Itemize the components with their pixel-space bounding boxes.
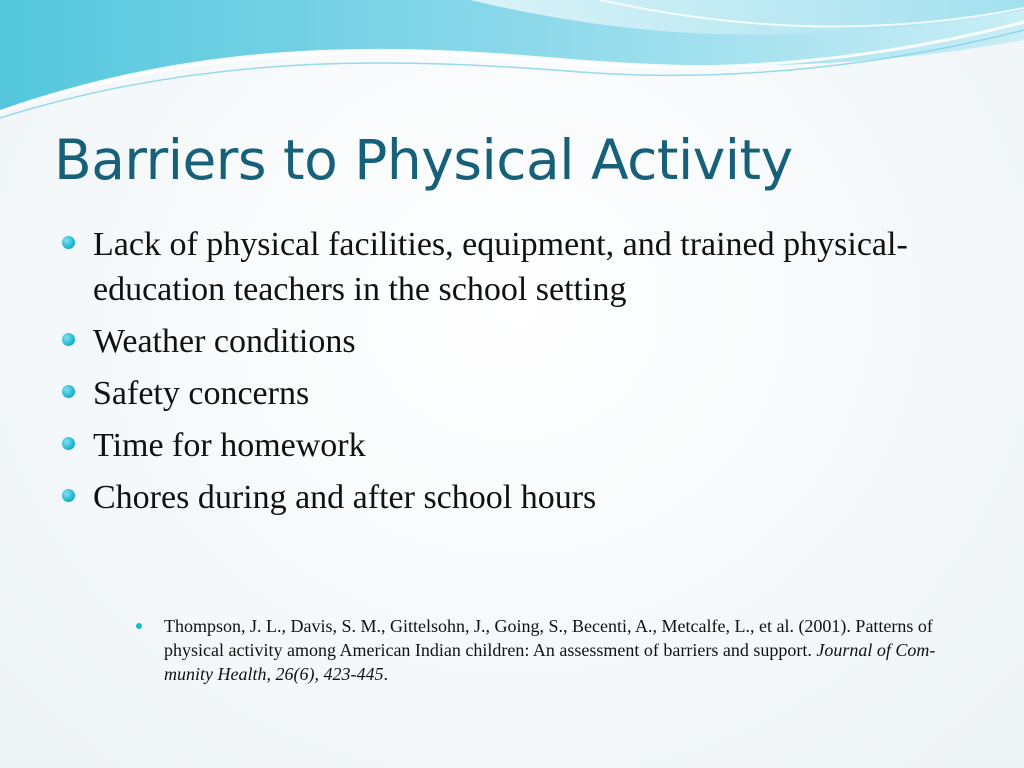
teal-bullet-dot-icon xyxy=(62,437,75,450)
teal-bullet-dot-icon xyxy=(62,385,75,398)
teal-bullet-dot-icon xyxy=(62,236,75,249)
teal-bullet-dot-icon xyxy=(62,333,75,346)
header-wave-decoration xyxy=(0,0,1024,130)
bullet-item xyxy=(62,475,962,520)
slide-title: Barriers to Physical Activity xyxy=(54,128,793,192)
reference-authors-title: Thompson, J. L., Davis, S. M., Gittelsohn, J., Going, S., Becenti, A., Metcalfe, L., et al. (2001). Patterns of physical activity among American Indian children: An assessment of barriers and support. xyxy=(164,616,933,660)
bullet-text: Time for homework xyxy=(93,427,366,464)
bullet-item xyxy=(62,222,962,312)
bullet-item xyxy=(62,371,962,416)
teal-bullet-dot-icon xyxy=(62,489,75,502)
reference-text xyxy=(164,614,966,686)
bullet-list xyxy=(62,222,962,527)
bullet-text: Safety concerns xyxy=(93,375,310,412)
bullet-item xyxy=(62,319,962,364)
bullet-text: Lack of physical facilities, equipment, and trained physical-education teachers in the school setting xyxy=(93,226,908,308)
bullet-text: Weather conditions xyxy=(93,323,356,360)
bullet-item xyxy=(62,423,962,468)
reference-end: . xyxy=(383,664,388,684)
reference-journal: Journal of Com- munity Health, 26(6), 423-445 xyxy=(164,640,936,684)
bullet-text: Chores during and after school hours xyxy=(93,479,597,516)
reference-citation xyxy=(136,614,966,686)
reference-bullet-dot-icon xyxy=(136,623,142,629)
